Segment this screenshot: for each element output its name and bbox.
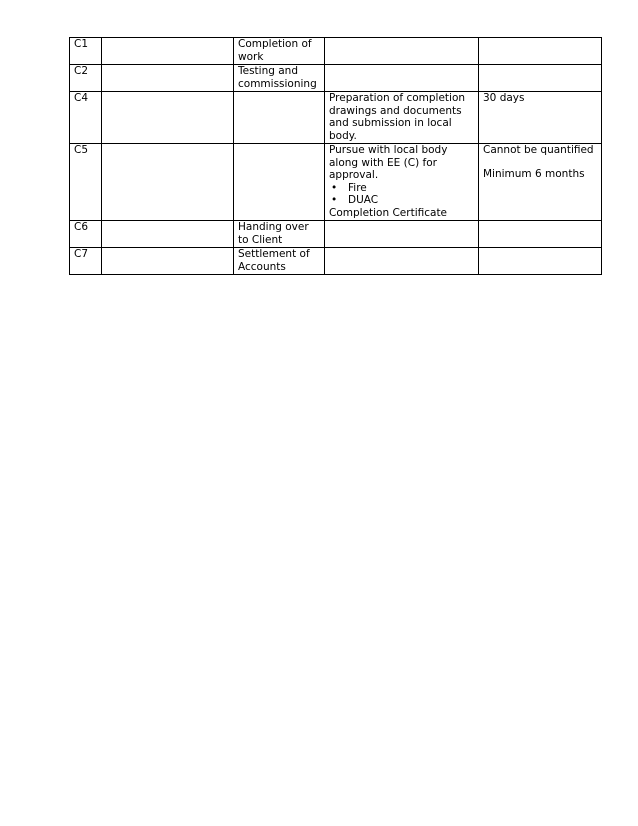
time-cell (479, 38, 602, 65)
time-text: Cannot be quantified (483, 144, 594, 156)
description-cell (325, 221, 479, 248)
description-cell (325, 248, 479, 275)
time-cell: 30 days (479, 92, 602, 144)
activity-cell (234, 92, 325, 144)
activity-cell: Settlement of Accounts (234, 248, 325, 275)
activity-cell (234, 144, 325, 221)
row-code: C4 (70, 92, 102, 144)
row-code: C1 (70, 38, 102, 65)
time-cell (479, 221, 602, 248)
schedule-table (69, 37, 602, 275)
description-cell (325, 144, 479, 221)
activity-cell: Handing over to Client (234, 221, 325, 248)
time-cell (479, 65, 602, 92)
blank-cell (102, 221, 234, 248)
table-row (70, 38, 602, 65)
table-row (70, 92, 602, 144)
row-code: C6 (70, 221, 102, 248)
blank-cell (102, 38, 234, 65)
time-cell (479, 144, 602, 221)
time-extra: Minimum 6 months (483, 167, 585, 180)
activity-cell: Completion of work (234, 38, 325, 65)
description-cell (325, 38, 479, 65)
row-code: C7 (70, 248, 102, 275)
table-row (70, 65, 602, 92)
table-row (70, 221, 602, 248)
row-code: C2 (70, 65, 102, 92)
approval-list (329, 182, 475, 207)
table-row (70, 144, 602, 221)
row-code: C5 (70, 144, 102, 221)
blank-cell (102, 65, 234, 92)
time-cell (479, 248, 602, 275)
blank-cell (102, 92, 234, 144)
description-cell: Preparation of completion drawings and documents and submission in local body. (325, 92, 479, 144)
description-text: Pursue with local body along with EE (C) for approval. (329, 144, 448, 181)
activity-cell: Testing and commissioning (234, 65, 325, 92)
list-item: • DUAC (329, 194, 475, 207)
blank-cell (102, 248, 234, 275)
list-item: • Fire (329, 182, 475, 195)
blank-cell (102, 144, 234, 221)
spacer (483, 157, 598, 168)
table-row (70, 248, 602, 275)
description-tail: Completion Certificate (329, 206, 448, 219)
description-cell (325, 65, 479, 92)
